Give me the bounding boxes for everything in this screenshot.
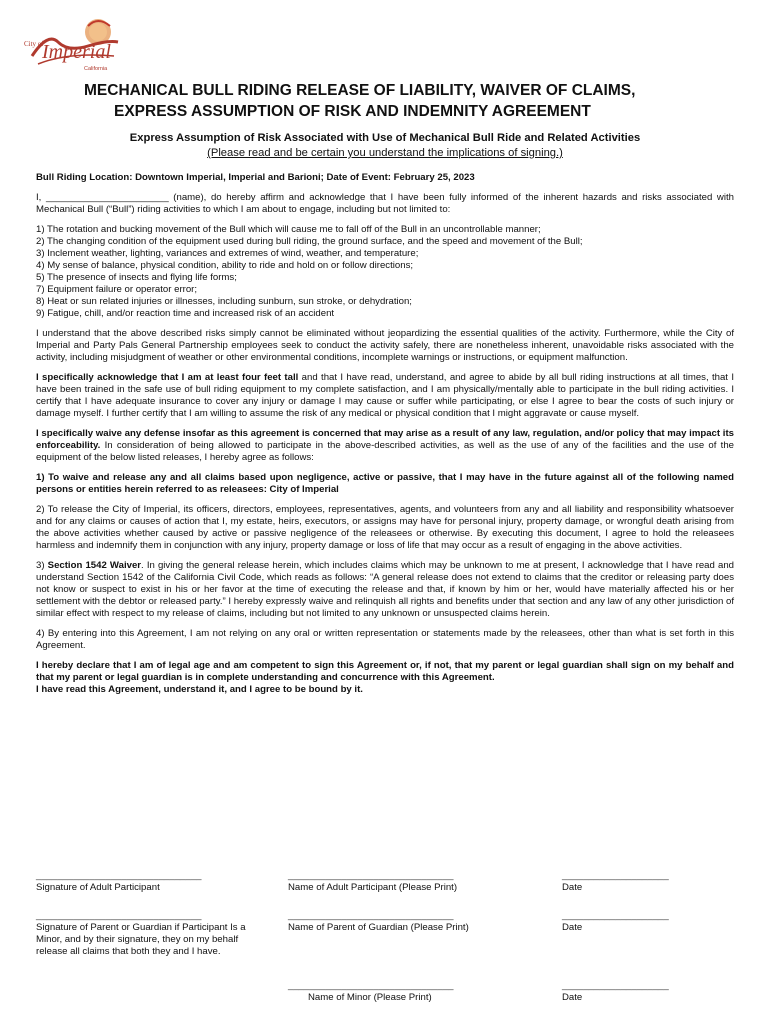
clause-3 (36, 560, 734, 620)
city-of-imperial-logo (18, 12, 128, 76)
subtitle (0, 131, 770, 161)
minor-name-label: Name of Minor (Please Print) (308, 992, 432, 1003)
logo-script-text: Imperial (42, 41, 111, 63)
intro-paragraph: I, _______________________ (name), do hereby affirm and acknowledge that I have been fully informed of the inherent hazards and risks associated with Mechanical Bull (“Bull”) riding activities to which I am about to engage, including but not limited to: (36, 192, 734, 215)
subtitle-line-2: (Please read and be certain you understand the implications of signing.) (207, 147, 563, 159)
risk-list (36, 224, 734, 320)
adult-name-label: Name of Adult Participant (Please Print) (288, 882, 458, 893)
minor-date-label: Date (562, 992, 583, 1003)
declaration: I hereby declare that I am of legal age and am competent to sign this Agreement or, if not, that my parent or legal guardian shall sign on my behalf and that my parent or legal guardian is in complete understanding and concurrence with this Agreement. (36, 660, 734, 683)
logo-small-text: City of (24, 40, 44, 48)
clause-2: 2) To release the City of Imperial, its officers, directors, employees, representatives, agents, and volunteers from any and all liability and responsibility whatsoever and for any claims or causes of action that I, my estate, heirs, executors, or assigns may have for personal injury, property damage, or wrongful death arising from the above activities whether caused by active or passive negligence of the releasees or otherwise. By executing this document, I agree to hold the releasees harmless and indemnify them in conjunction with any injury, property damage or loss of life that may occur as a result of engaging in the above activities. (36, 504, 734, 551)
title-line-1: MECHANICAL BULL RIDING RELEASE OF LIABILITY, WAIVER OF CLAIMS, (84, 82, 636, 99)
clause-3-prefix: 3) (36, 560, 48, 571)
height-bold: I specifically acknowledge that I am at least four feet tall (36, 372, 299, 383)
signature-row-parent (36, 910, 736, 980)
waive-paragraph (36, 428, 734, 464)
height-paragraph (36, 372, 734, 420)
height-rest: and that I have read, understand, and agree to abide by all bull riding instructions at all times, that I have been trained in the safe use of bull riding equipment to my complete satisfaction, and I am physically/mentally able to participate in the bull riding activities. I certify that I have adequate insurance to cover any injury or damage I may cause or suffer while participating, or else I agree to bear the costs of such injury or damage myself. I further certify that I am willing to assume the risk of any medical or physical condition that I might aggravate or cause myself. (36, 372, 734, 419)
adult-name-line[interactable]: _______________________________ (288, 870, 454, 881)
understand-paragraph: I understand that the above described risks simply cannot be eliminated without jeopardizing the essential qualities of the activity. Furthermore, while the City of Imperial and Party Pals General Partnership employees seek to conduct the activity safely, there are nonetheless inherent, unavoidable risks associated with the activity, including misjudgment of weather or other environmental conditions, incomplete warnings or instructions, or equipment malfunction. (36, 328, 734, 363)
risk-item: 2) The changing condition of the equipment used during bull riding, the ground surface, and the speed and movement of the Bull; (36, 236, 583, 247)
parent-date-label: Date (562, 922, 583, 933)
parent-signature-label: Signature of Parent or Guardian if Participant Is a Minor, and by their signature, they on my behalf release all claims that both they and I have. (36, 922, 246, 957)
clause-1: 1) To waive and release any and all claims based upon negligence, active or passive, that I may have in the future against all of the following named persons or entities herein referred to as releasees: City of Imperial (36, 472, 734, 495)
signature-row-minor (36, 980, 736, 1010)
adult-date-line[interactable]: ____________________ (562, 870, 669, 881)
parent-date-line[interactable]: ____________________ (562, 910, 669, 921)
parent-signature-line[interactable]: _______________________________ (36, 910, 202, 921)
imperial-logo-graphic (18, 12, 128, 76)
document-title (0, 80, 770, 122)
clause-3-rest: . In giving the general release herein, which includes claims which may be unknown to me at present, I acknowledge that I have read and understand Section 1542 of the California Civil Code, which reads as follows: “A general release does not extend to claims that the creditor or releasing party does not know or suspect to exist in his or her favor at the time of executing the release and that, if known by him or her, would have materially affected his or her settlement with the debtor or released party.” I hereby expressly waive and relinquish all rights and benefits under that section and any law of any other jurisdiction of similar effect with respect to my release of claims, including but not limited to any unknown or unsuspected claims herein. (36, 560, 734, 619)
location-line: Bull Riding Location: Downtown Imperial, Imperial and Barioni; Date of Event: February 25, 2023 (36, 172, 475, 183)
risk-item: 3) Inclement weather, lighting, variances and extremes of wind, weather, and temperature; (36, 248, 419, 259)
logo-sub-text: California (84, 66, 108, 72)
risk-item: 9) Fatigue, chill, and/or reaction time and increased risk of an accident (36, 308, 335, 319)
parent-name-label: Name of Parent of Guardian (Please Print) (288, 922, 469, 933)
risk-item: 1) The rotation and bucking movement of the Bull which will cause me to fall off of the Bull in an uncontrollable manner; (36, 224, 541, 235)
adult-signature-line[interactable]: _______________________________ (36, 870, 202, 881)
clause-4: 4) By entering into this Agreement, I am not relying on any oral or written representation or statements made by the releasees, other than what is set forth in this Agreement. (36, 628, 734, 651)
risk-item: 7) Equipment failure or operator error; (36, 284, 198, 295)
minor-date-line[interactable]: ____________________ (562, 980, 669, 991)
signature-row-adult (36, 870, 736, 900)
risk-item: 5) The presence of insects and flying life forms; (36, 272, 237, 283)
risk-item: 4) My sense of balance, physical condition, ability to ride and hold on or follow directions; (36, 260, 414, 271)
adult-date-label: Date (562, 882, 583, 893)
adult-signature-label: Signature of Adult Participant (36, 882, 160, 893)
waive-rest: In consideration of being allowed to participate in the above-described activities, as well as the use of any of the facilities and the use of the equipment of the below listed releases, I hereby agree as follows: (36, 440, 734, 463)
waive-bold: I specifically waive any defense insofar as this agreement is concerned that may arise as a result of any law, regulation, and/or policy that may impact its enforceability. (36, 428, 734, 451)
clause-3-bold: Section 1542 Waiver (47, 560, 142, 571)
agreement-body (36, 172, 734, 704)
title-line-2: EXPRESS ASSUMPTION OF RISK AND INDEMNITY AGREEMENT (114, 103, 591, 120)
risk-item: 8) Heat or sun related injuries or illnesses, including sunburn, sun stroke, or dehydration; (36, 296, 412, 307)
parent-name-line[interactable]: _______________________________ (288, 910, 454, 921)
subtitle-line-1: Express Assumption of Risk Associated with Use of Mechanical Bull Ride and Related Activities (129, 132, 641, 144)
declaration-bound: I have read this Agreement, understand it, and I agree to be bound by it. (36, 684, 363, 695)
minor-name-line[interactable]: _______________________________ (288, 980, 454, 991)
